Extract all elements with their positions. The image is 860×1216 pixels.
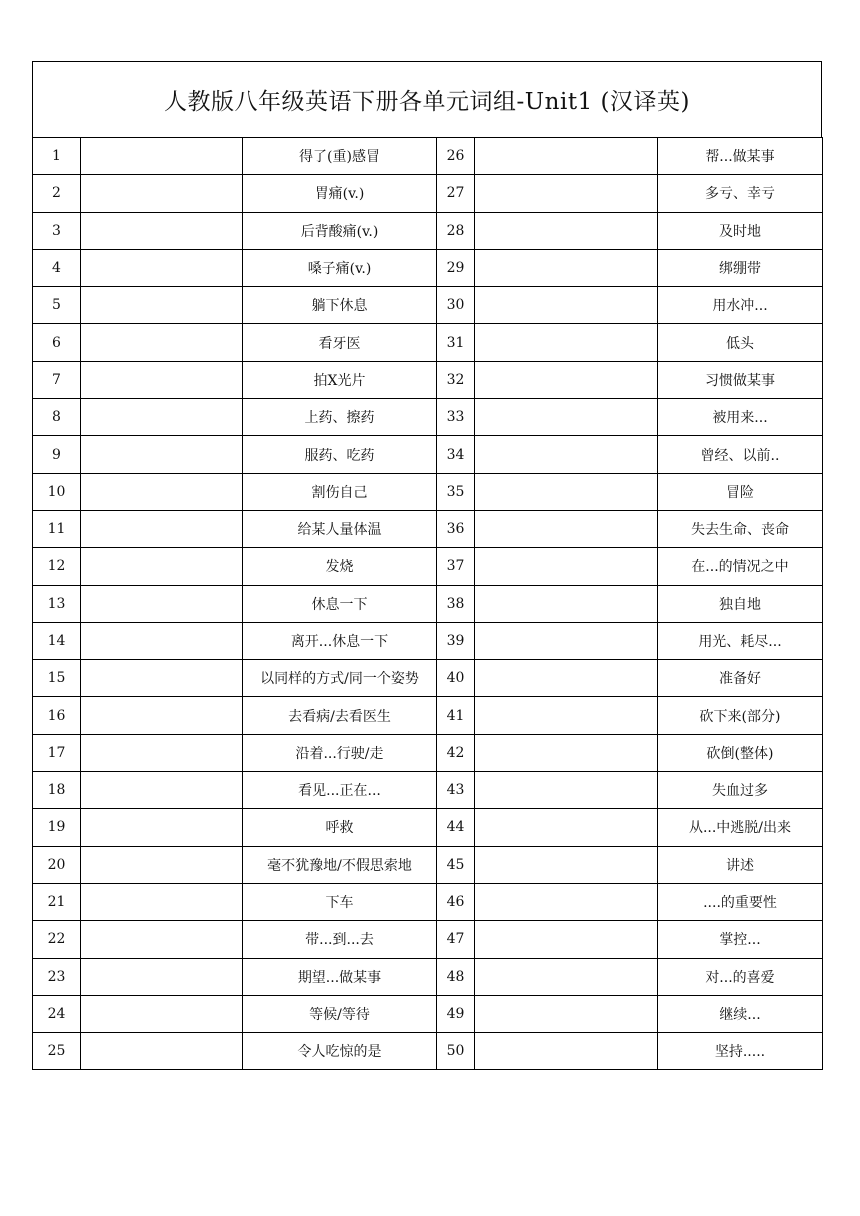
table-row [33,436,823,473]
answer-blank-right[interactable] [475,436,658,473]
chinese-phrase-right: 掌控... [658,921,823,958]
answer-blank-left[interactable] [81,548,243,585]
answer-blank-right[interactable] [475,473,658,510]
item-number-right: 49 [437,995,475,1032]
chinese-phrase-right: 失去生命、丧命 [658,510,823,547]
item-number-left: 19 [33,809,81,846]
answer-blank-left[interactable] [81,249,243,286]
item-number-left: 17 [33,734,81,771]
item-number-left: 12 [33,548,81,585]
answer-blank-right[interactable] [475,995,658,1032]
table-row [33,138,823,175]
answer-blank-left[interactable] [81,399,243,436]
chinese-phrase-left: 给某人量体温 [243,510,437,547]
table-row [33,399,823,436]
chinese-phrase-right: 砍下来(部分) [658,697,823,734]
item-number-left: 13 [33,585,81,622]
worksheet-title-box [32,61,822,137]
item-number-right: 38 [437,585,475,622]
table-row [33,995,823,1032]
item-number-right: 50 [437,1033,475,1070]
item-number-left: 16 [33,697,81,734]
answer-blank-left[interactable] [81,585,243,622]
answer-blank-right[interactable] [475,734,658,771]
table-row [33,324,823,361]
item-number-right: 41 [437,697,475,734]
item-number-right: 27 [437,175,475,212]
chinese-phrase-right: 曾经、以前.. [658,436,823,473]
item-number-right: 35 [437,473,475,510]
chinese-phrase-left: 休息一下 [243,585,437,622]
chinese-phrase-right: 在...的情况之中 [658,548,823,585]
answer-blank-left[interactable] [81,510,243,547]
chinese-phrase-right: 坚持..... [658,1033,823,1070]
chinese-phrase-right: 冒险 [658,473,823,510]
chinese-phrase-left: 离开...休息一下 [243,622,437,659]
item-number-left: 24 [33,995,81,1032]
answer-blank-right[interactable] [475,361,658,398]
item-number-left: 6 [33,324,81,361]
chinese-phrase-left: 发烧 [243,548,437,585]
chinese-phrase-right: 用水冲... [658,287,823,324]
answer-blank-right[interactable] [475,660,658,697]
chinese-phrase-left: 以同样的方式/同一个姿势 [243,660,437,697]
chinese-phrase-left: 看牙医 [243,324,437,361]
item-number-right: 46 [437,883,475,920]
answer-blank-left[interactable] [81,995,243,1032]
answer-blank-left[interactable] [81,846,243,883]
answer-blank-right[interactable] [475,958,658,995]
answer-blank-right[interactable] [475,1033,658,1070]
table-row [33,958,823,995]
answer-blank-right[interactable] [475,846,658,883]
chinese-phrase-left: 去看病/去看医生 [243,697,437,734]
chinese-phrase-left: 沿着...行驶/走 [243,734,437,771]
answer-blank-left[interactable] [81,212,243,249]
chinese-phrase-left: 看见...正在... [243,772,437,809]
chinese-phrase-left: 令人吃惊的是 [243,1033,437,1070]
item-number-left: 18 [33,772,81,809]
item-number-left: 3 [33,212,81,249]
chinese-phrase-right: 砍倒(整体) [658,734,823,771]
answer-blank-left[interactable] [81,324,243,361]
chinese-phrase-left: 等候/等待 [243,995,437,1032]
table-row [33,249,823,286]
item-number-right: 45 [437,846,475,883]
answer-blank-right[interactable] [475,175,658,212]
chinese-phrase-left: 拍X光片 [243,361,437,398]
item-number-right: 26 [437,138,475,175]
answer-blank-right[interactable] [475,324,658,361]
item-number-right: 39 [437,622,475,659]
table-row [33,921,823,958]
chinese-phrase-right: ....的重要性 [658,883,823,920]
answer-blank-left[interactable] [81,697,243,734]
chinese-phrase-left: 期望...做某事 [243,958,437,995]
answer-blank-left[interactable] [81,883,243,920]
table-row [33,1033,823,1070]
chinese-phrase-left: 服药、吃药 [243,436,437,473]
chinese-phrase-left: 得了(重)感冒 [243,138,437,175]
item-number-left: 8 [33,399,81,436]
item-number-right: 32 [437,361,475,398]
item-number-right: 47 [437,921,475,958]
table-row [33,212,823,249]
answer-blank-right[interactable] [475,697,658,734]
answer-blank-right[interactable] [475,287,658,324]
answer-blank-right[interactable] [475,809,658,846]
answer-blank-left[interactable] [81,809,243,846]
answer-blank-left[interactable] [81,1033,243,1070]
table-row [33,175,823,212]
item-number-right: 33 [437,399,475,436]
chinese-phrase-right: 对...的喜爱 [658,958,823,995]
vocabulary-table [32,137,823,1070]
chinese-phrase-left: 带...到...去 [243,921,437,958]
chinese-phrase-right: 被用来... [658,399,823,436]
item-number-left: 11 [33,510,81,547]
item-number-right: 48 [437,958,475,995]
item-number-left: 25 [33,1033,81,1070]
chinese-phrase-left: 割伤自己 [243,473,437,510]
item-number-left: 10 [33,473,81,510]
chinese-phrase-left: 上药、擦药 [243,399,437,436]
vocabulary-table-body [33,138,823,1070]
item-number-right: 30 [437,287,475,324]
chinese-phrase-right: 及时地 [658,212,823,249]
answer-blank-right[interactable] [475,585,658,622]
chinese-phrase-left: 嗓子痛(v.) [243,249,437,286]
table-row [33,510,823,547]
item-number-left: 5 [33,287,81,324]
item-number-right: 37 [437,548,475,585]
item-number-left: 15 [33,660,81,697]
item-number-left: 7 [33,361,81,398]
table-row [33,883,823,920]
answer-blank-left[interactable] [81,660,243,697]
worksheet [32,61,822,1070]
chinese-phrase-right: 准备好 [658,660,823,697]
item-number-right: 40 [437,660,475,697]
answer-blank-right[interactable] [475,622,658,659]
item-number-right: 42 [437,734,475,771]
item-number-right: 34 [437,436,475,473]
answer-blank-right[interactable] [475,249,658,286]
answer-blank-left[interactable] [81,622,243,659]
chinese-phrase-left: 胃痛(v.) [243,175,437,212]
item-number-left: 2 [33,175,81,212]
item-number-left: 1 [33,138,81,175]
item-number-right: 36 [437,510,475,547]
table-row [33,287,823,324]
item-number-left: 4 [33,249,81,286]
chinese-phrase-left: 后背酸痛(v.) [243,212,437,249]
answer-blank-left[interactable] [81,175,243,212]
chinese-phrase-right: 失血过多 [658,772,823,809]
answer-blank-right[interactable] [475,921,658,958]
chinese-phrase-right: 独自地 [658,585,823,622]
answer-blank-right[interactable] [475,548,658,585]
item-number-left: 20 [33,846,81,883]
table-row [33,697,823,734]
item-number-right: 44 [437,809,475,846]
answer-blank-right[interactable] [475,138,658,175]
table-row [33,548,823,585]
item-number-right: 28 [437,212,475,249]
item-number-right: 43 [437,772,475,809]
chinese-phrase-right: 帮...做某事 [658,138,823,175]
chinese-phrase-right: 低头 [658,324,823,361]
answer-blank-left[interactable] [81,361,243,398]
table-row [33,772,823,809]
answer-blank-right[interactable] [475,510,658,547]
answer-blank-left[interactable] [81,772,243,809]
table-row [33,473,823,510]
answer-blank-left[interactable] [81,138,243,175]
chinese-phrase-right: 从...中逃脱/出来 [658,809,823,846]
answer-blank-left[interactable] [81,287,243,324]
chinese-phrase-right: 继续... [658,995,823,1032]
table-row [33,361,823,398]
answer-blank-left[interactable] [81,473,243,510]
item-number-left: 22 [33,921,81,958]
chinese-phrase-right: 用光、耗尽... [658,622,823,659]
chinese-phrase-right: 习惯做某事 [658,361,823,398]
table-row [33,660,823,697]
chinese-phrase-left: 毫不犹豫地/不假思索地 [243,846,437,883]
chinese-phrase-right: 讲述 [658,846,823,883]
answer-blank-right[interactable] [475,772,658,809]
answer-blank-left[interactable] [81,436,243,473]
table-row [33,809,823,846]
table-row [33,734,823,771]
chinese-phrase-left: 下车 [243,883,437,920]
item-number-left: 21 [33,883,81,920]
chinese-phrase-left: 呼救 [243,809,437,846]
item-number-left: 14 [33,622,81,659]
item-number-left: 9 [33,436,81,473]
table-row [33,846,823,883]
chinese-phrase-left: 躺下休息 [243,287,437,324]
answer-blank-left[interactable] [81,734,243,771]
item-number-left: 23 [33,958,81,995]
answer-blank-left[interactable] [81,921,243,958]
answer-blank-right[interactable] [475,883,658,920]
table-row [33,622,823,659]
answer-blank-left[interactable] [81,958,243,995]
chinese-phrase-right: 多亏、幸亏 [658,175,823,212]
chinese-phrase-right: 绑绷带 [658,249,823,286]
item-number-right: 31 [437,324,475,361]
item-number-right: 29 [437,249,475,286]
answer-blank-right[interactable] [475,212,658,249]
table-row [33,585,823,622]
answer-blank-right[interactable] [475,399,658,436]
worksheet-title: 人教版八年级英语下册各单元词组-Unit1 (汉译英) [164,89,690,115]
